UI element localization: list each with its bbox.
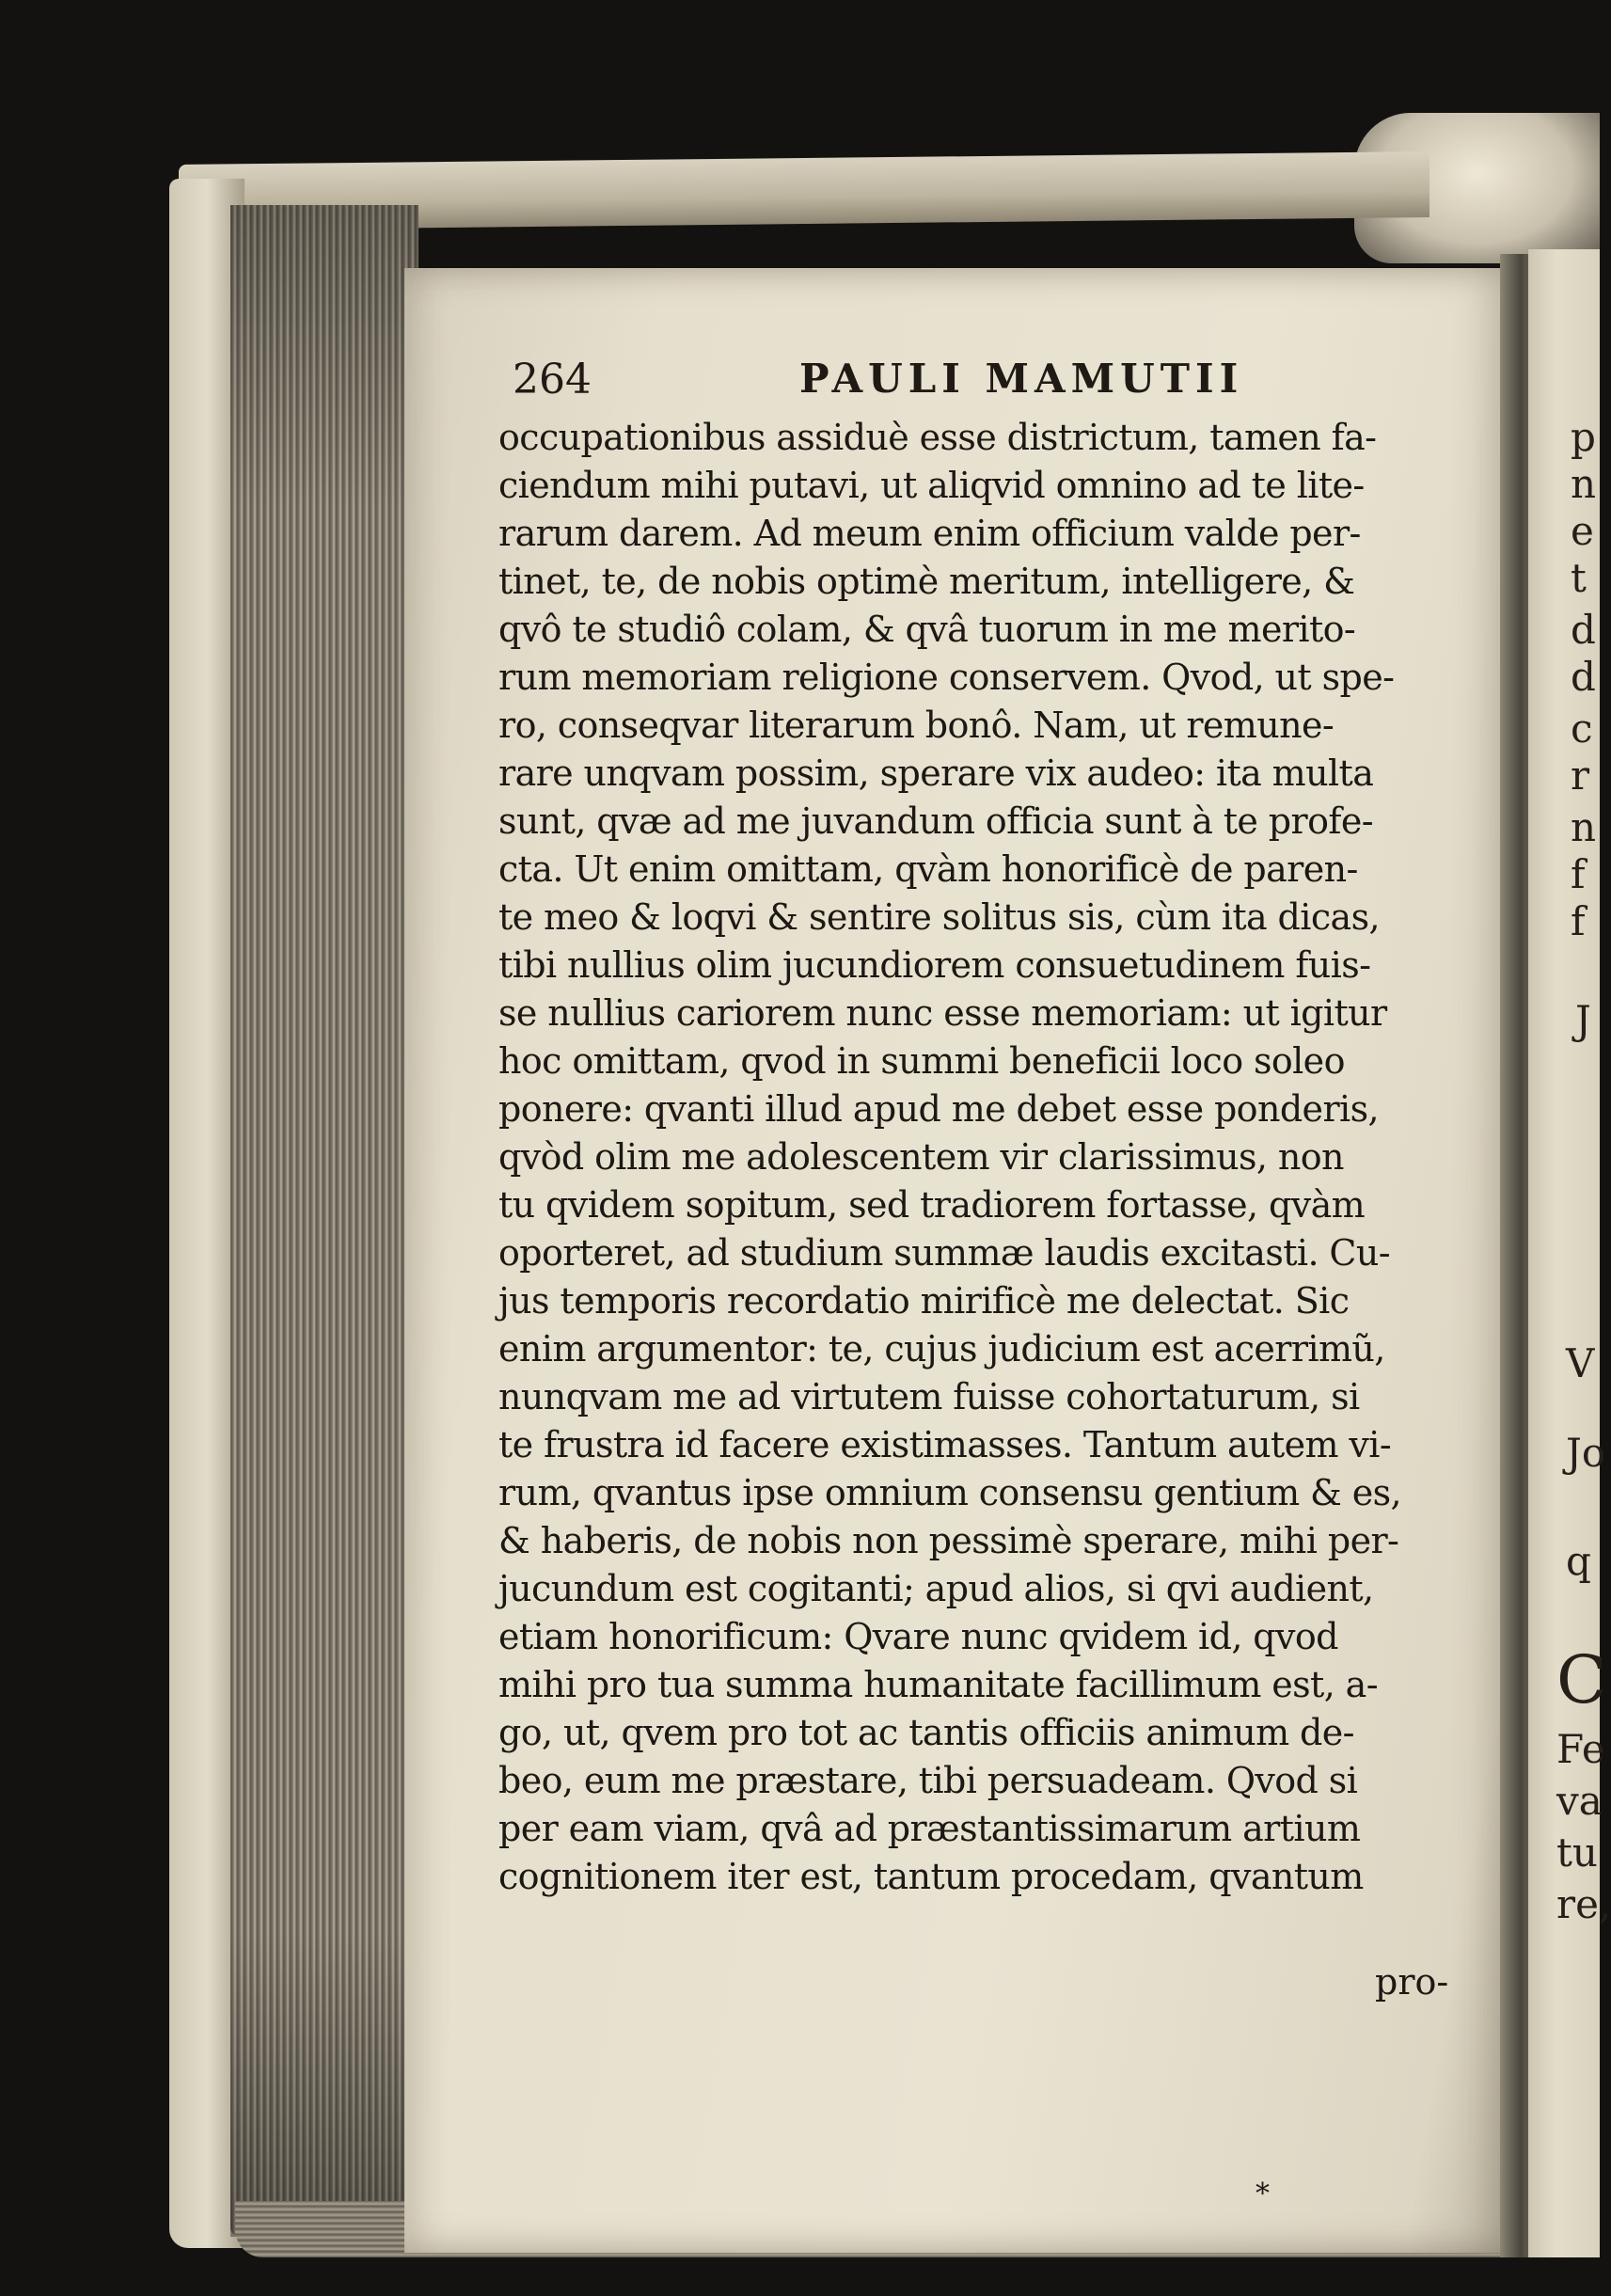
facing-fragment: d [1571,654,1596,700]
facing-fragment: n [1571,804,1597,850]
text-line: tinet, te, de nobis optimè meritum, intelligere, & [498,561,1355,602]
facing-fragment: tu [1556,1829,1598,1876]
facing-fragment: re, [1556,1881,1611,1927]
text-line: etiam honorificum: Qvare nunc qvidem id, qvod [498,1616,1338,1657]
text-line: rarum darem. Ad meum enim officium valde per- [498,513,1361,554]
text-line: se nullius cariorem nunc esse memoriam: ut igitur [498,992,1387,1034]
text-line: jus temporis recordatio mirificè me delectat. Sic [498,1280,1350,1322]
facing-fragment: p [1571,414,1596,460]
text-line: rum, qvantus ipse omnium consensu gentium & es, [498,1472,1401,1513]
text-line: cta. Ut enim omittam, qvàm honorificè de paren- [498,848,1358,890]
text-line: & haberis, de nobis non pessimè sperare, mihi per- [498,1520,1399,1561]
facing-fragment: C [1556,1641,1607,1718]
text-line: occupationibus assiduè esse districtum, tamen fa- [498,417,1377,458]
text-line: hoc omittam, qvod in summi beneficii loco soleo [498,1040,1345,1082]
text-line: tu qvidem sopitum, sed tradiorem fortasse, qvàm [498,1184,1366,1226]
text-line: qvô te studiô colam, & qvâ tuorum in me merito- [498,609,1356,650]
text-line: ciendum mihi putavi, ut aliqvid omnino ad te lite- [498,465,1365,506]
facing-fragment: d [1571,607,1596,653]
signature-mark: * [1256,2177,1270,2210]
text-line: mihi pro tua summa humanitate facillimum est, a- [498,1664,1378,1705]
text-line: jucundum est cogitanti; apud alios, si qvi audient, [498,1568,1374,1609]
facing-page [1528,249,1611,2257]
facing-fragment: e [1571,508,1594,554]
facing-fragment: q [1566,1538,1591,1584]
text-line: cognitionem iter est, tantum procedam, qvantum [498,1856,1364,1897]
text-line: te frustra id facere existimasses. Tantum autem vi- [498,1424,1392,1465]
text-line: sunt, qvæ ad me juvandum officia sunt à te profe- [498,800,1373,842]
facing-fragment: J [1575,997,1591,1043]
facing-fragment: t [1571,555,1587,601]
page-number: 264 [513,356,592,404]
text-line: oporteret, ad studium summæ laudis excitasti. Cu- [498,1232,1390,1274]
facing-fragment: r [1571,752,1590,799]
text-line: rare unqvam possim, sperare vix audeo: ita multa [498,752,1374,794]
page-edges [230,205,419,2237]
text-line: go, ut, qvem pro tot ac tantis officiis animum de- [498,1712,1354,1753]
text-line: enim argumentor: te, cujus judicium est acerrimũ, [498,1328,1385,1370]
facing-fragment: f [1571,898,1586,944]
facing-fragment: va [1556,1778,1603,1824]
text-line: beo, eum me præstare, tibi persuadeam. Qvod si [498,1760,1358,1801]
facing-fragment: f [1571,851,1586,897]
text-line: ponere: qvanti illud apud me debet esse ponderis, [498,1088,1379,1130]
facing-fragment: Jo [1566,1430,1606,1476]
text-line: tibi nullius olim jucundiorem consuetudinem fuis- [498,944,1371,986]
body-text [498,414,1481,1901]
text-line: te meo & loqvi & sentire solitus sis, cùm ita dicas, [498,896,1380,938]
facing-fragment: n [1571,461,1597,507]
text-line: ro, conseqvar literarum bonô. Nam, ut remune- [498,705,1335,746]
running-head: PAULI MAMUTII [799,356,1244,402]
facing-fragment: Fe [1556,1726,1605,1772]
facing-fragment: c [1571,705,1593,752]
text-line: per eam viam, qvâ ad præstantissimarum artium [498,1808,1361,1849]
text-line: nunqvam me ad virtutem fuisse cohortaturum, si [498,1376,1360,1417]
facing-fragment: V [1566,1340,1595,1386]
text-line: rum memoriam religione conservem. Qvod, ut spe- [498,657,1395,698]
page-header [513,356,1307,412]
text-line: qvòd olim me adolescentem vir clarissimus, non [498,1136,1344,1178]
catchword: pro- [1375,1961,1449,2003]
